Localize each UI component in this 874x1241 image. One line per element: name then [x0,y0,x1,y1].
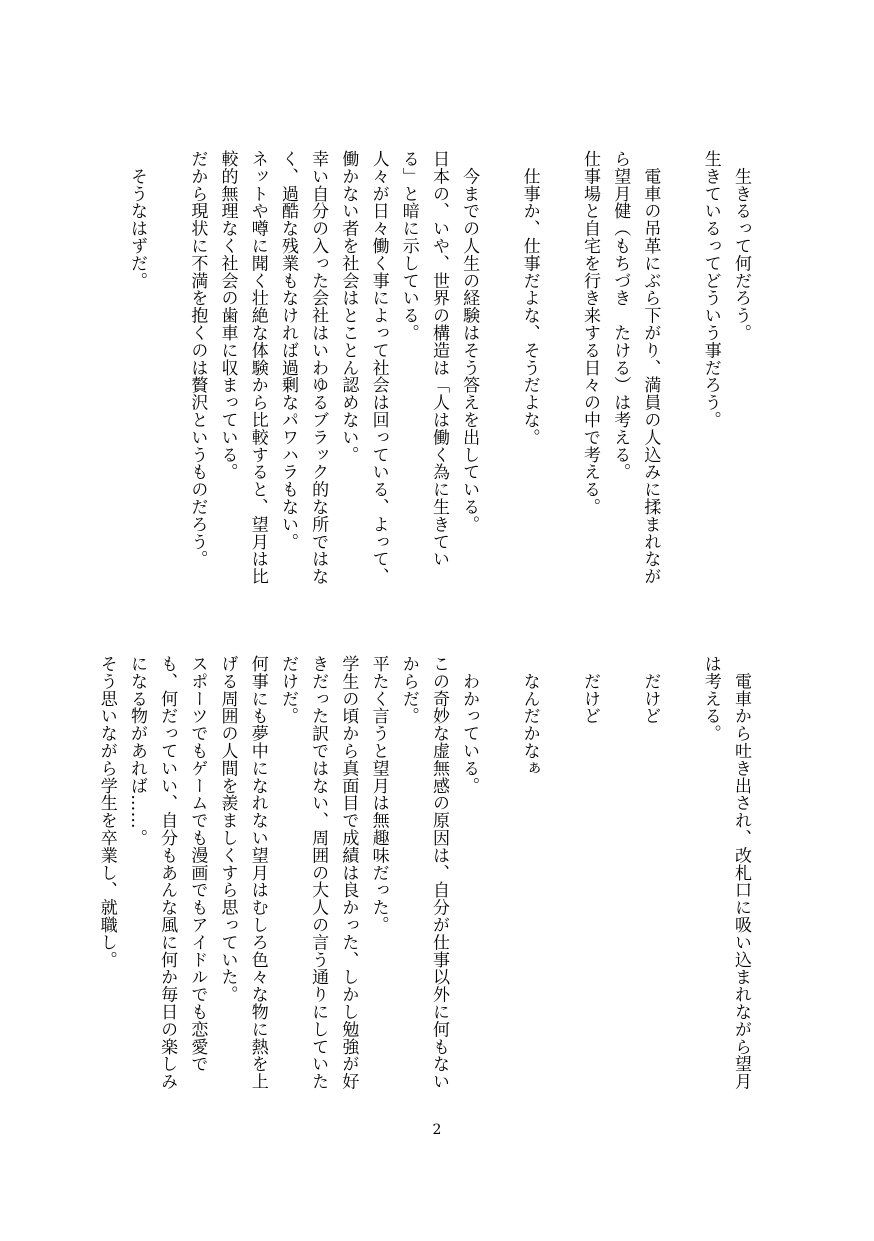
text-line [665,150,695,590]
text-line: そう思いながら学生を卒業し、就職し。 [96,655,117,969]
text-line: 仕事か、仕事だよな、そうだよな。 [519,150,540,446]
text-line: 電車の吊革にぶら下がり、満員の人込みに揉まれなが [640,150,661,585]
text-line: 幸い自分の入った会社はいわゆるブラック的な所ではな [308,150,329,585]
text-line: は考える。 [700,655,721,742]
text-line: る」と暗に示している。 [398,150,419,342]
text-line [665,655,695,1105]
text-block-top [122,150,756,590]
text-line [484,150,514,590]
text-line: 何事にも夢中になれない望月はむしろ色々な物に熱を上 [247,655,268,1090]
text-line: 電車から吐き出され、改札口に吸い込まれながら望月 [731,655,751,1090]
text-line: この奇妙な虚無感の原因は、自分が仕事以外に何もない [428,655,449,1090]
text-line: 学生の頃から真面目で成績は良かった、しかし勉強が好 [338,655,359,1090]
text-line: だけど [640,655,661,725]
text-line: なんだかなぁ [519,655,540,777]
text-line [545,655,575,1105]
text-line: 平たく言うと望月は無趣味だった。 [368,655,389,934]
text-line: だけど [579,655,600,725]
text-line: 人々が日々働く事によって社会は回っている、よって、 [368,150,389,585]
text-line: も、何だっていい、自分もあんな風に何か毎日の楽しみ [157,655,178,1090]
text-line: スポーツでもゲームでも漫画でもアイドルでも恋愛で [187,655,208,1073]
text-line: く、過酷な残業もなければ過剰なパワハラもない。 [277,150,298,551]
text-line: 日本の、いや、世界の構造は「人は働く為に生きてい [428,150,449,568]
text-line: だから現状に不満を抱くのは贅沢というものだろう。 [187,150,208,568]
text-line [545,150,575,590]
text-line: だけだ。 [277,655,298,725]
text-line: 今までの人生の経験はそう答えを出している。 [459,150,480,533]
text-line: からだ。 [398,655,419,725]
text-line [484,655,514,1105]
text-block-bottom [92,655,756,1105]
text-line: になる物があれば……。 [126,655,147,847]
text-line: きだった訳ではない、周囲の大人の言う通りにしていた [308,655,329,1090]
text-line: 生きているってどういう事だろう。 [700,150,721,429]
text-line [152,150,182,590]
text-line: 生きるって何だろう。 [731,150,751,342]
text-line: ネットや噂に聞く壮絶な体験から比較すると、望月は比 [247,150,268,585]
text-line: 較的無理なく社会の歯車に収まっている。 [217,150,238,481]
text-line: 働かない者を社会はとことん認めない。 [338,150,359,464]
text-line: そうなはずだ。 [126,150,147,290]
text-line: げる周囲の人間を羨ましくすら思っていた。 [217,655,238,1003]
text-line: ら望月健（もちづき たける）は考える。 [610,150,631,481]
page-number: 2 [432,1122,442,1138]
text-line: わかっている。 [459,655,480,795]
text-line [605,655,635,1105]
text-line: 仕事場と自宅を行き来する日々の中で考える。 [579,150,600,516]
